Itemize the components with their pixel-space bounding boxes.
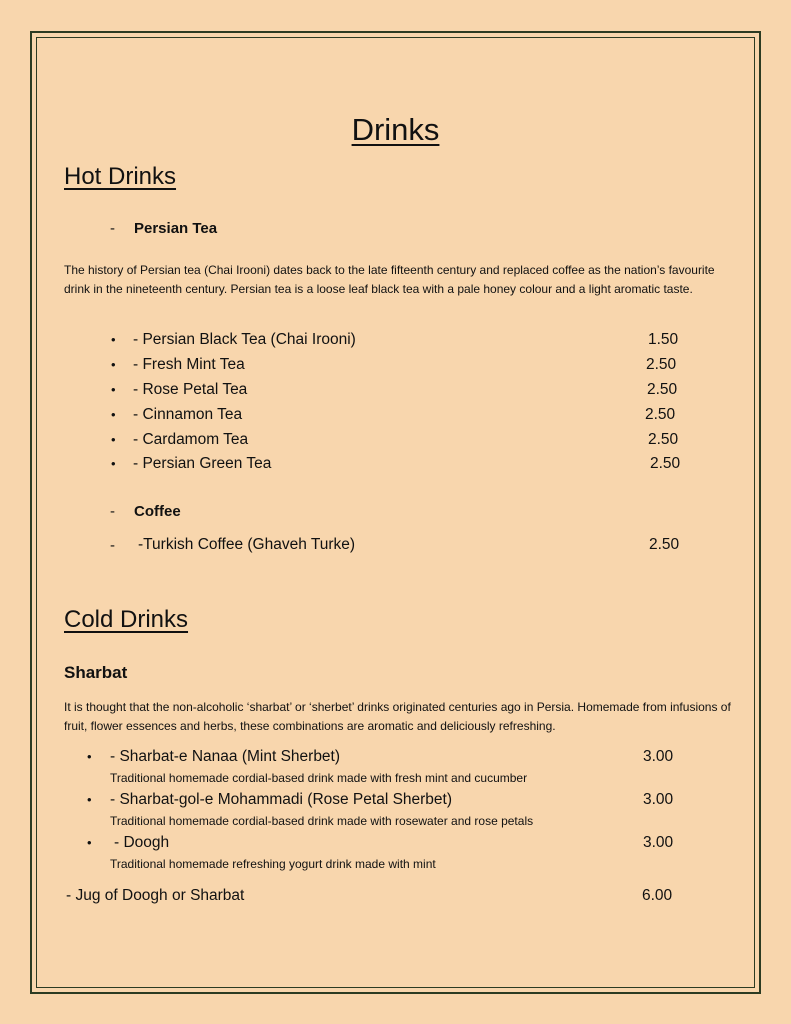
coffee-dash: - <box>110 503 115 520</box>
list-item-bullet: • <box>87 749 92 764</box>
list-item-bullet: • <box>87 792 92 807</box>
page-title-text: Drinks <box>351 112 440 147</box>
tea-item-name: - Cinnamon Tea <box>133 406 243 423</box>
sharbat-item-price: 3.00 <box>643 748 674 765</box>
tea-item-name: - Persian Green Tea <box>133 455 272 472</box>
cold-drinks-heading: Cold Drinks <box>64 606 189 633</box>
tea-item-name: - Fresh Mint Tea <box>133 356 245 373</box>
persian-tea-heading: Persian Tea <box>134 220 218 237</box>
tea-item-price: 1.50 <box>648 331 679 348</box>
coffee-item-name: -Turkish Coffee (Ghaveh Turke) <box>138 536 356 553</box>
coffee-heading: Coffee <box>134 503 181 520</box>
sharbat-item-name: - Sharbat-gol-e Mohammadi (Rose Petal Sherbet) <box>110 791 453 808</box>
sharbat-item-price: 3.00 <box>643 834 674 851</box>
sharbat-item-note: Traditional homemade cordial-based drink made with fresh mint and cucumber <box>110 771 528 785</box>
list-item-bullet: • <box>111 382 116 397</box>
jug-item-price: 6.00 <box>642 887 673 904</box>
coffee-item-dash: - <box>110 537 115 554</box>
sharbat-description: It is thought that the non-alcoholic ‘sharbat’ or ‘sherbet’ drinks originated centuries ago in Persia. Homemade from infusions of fruit, flower essences and herbs, these combinations are aromatic and deliciously refreshing. <box>64 700 731 733</box>
sharbat-item-note: Traditional homemade refreshing yogurt drink made with mint <box>110 857 436 871</box>
sharbat-item-note: Traditional homemade cordial-based drink made with rosewater and rose petals <box>110 814 534 828</box>
list-item-bullet: • <box>111 332 116 347</box>
tea-item-name: - Rose Petal Tea <box>133 381 248 398</box>
sharbat-item-name: - Doogh <box>114 834 170 851</box>
page-title <box>0 112 791 148</box>
list-item-bullet: • <box>87 835 92 850</box>
list-item-bullet: • <box>111 432 116 447</box>
list-item-bullet: • <box>111 357 116 372</box>
tea-item-name: - Cardamom Tea <box>133 431 249 448</box>
tea-item-name: - Persian Black Tea (Chai Irooni) <box>133 331 356 348</box>
tea-item-price: 2.50 <box>650 455 681 472</box>
tea-item-price: 2.50 <box>646 356 677 373</box>
sharbat-item-price: 3.00 <box>643 791 674 808</box>
coffee-item-price: 2.50 <box>649 536 680 553</box>
tea-item-price: 2.50 <box>647 381 678 398</box>
sharbat-heading: Sharbat <box>64 663 128 682</box>
persian-tea-description: The history of Persian tea (Chai Irooni) dates back to the late fifteenth century and replaced coffee as the nation’s favourite drink in the nineteenth century. Persian tea is a loose leaf black tea with a pale honey colour and a light aromatic taste. <box>64 263 715 296</box>
tea-item-price: 2.50 <box>648 431 679 448</box>
list-item-bullet: • <box>111 456 116 471</box>
sharbat-item-name: - Sharbat-e Nanaa (Mint Sherbet) <box>110 748 341 765</box>
hot-drinks-heading: Hot Drinks <box>64 163 177 190</box>
tea-item-price: 2.50 <box>645 406 676 423</box>
jug-item-name: - Jug of Doogh or Sharbat <box>66 887 245 904</box>
persian-tea-dash: - <box>110 220 115 237</box>
list-item-bullet: • <box>111 407 116 422</box>
